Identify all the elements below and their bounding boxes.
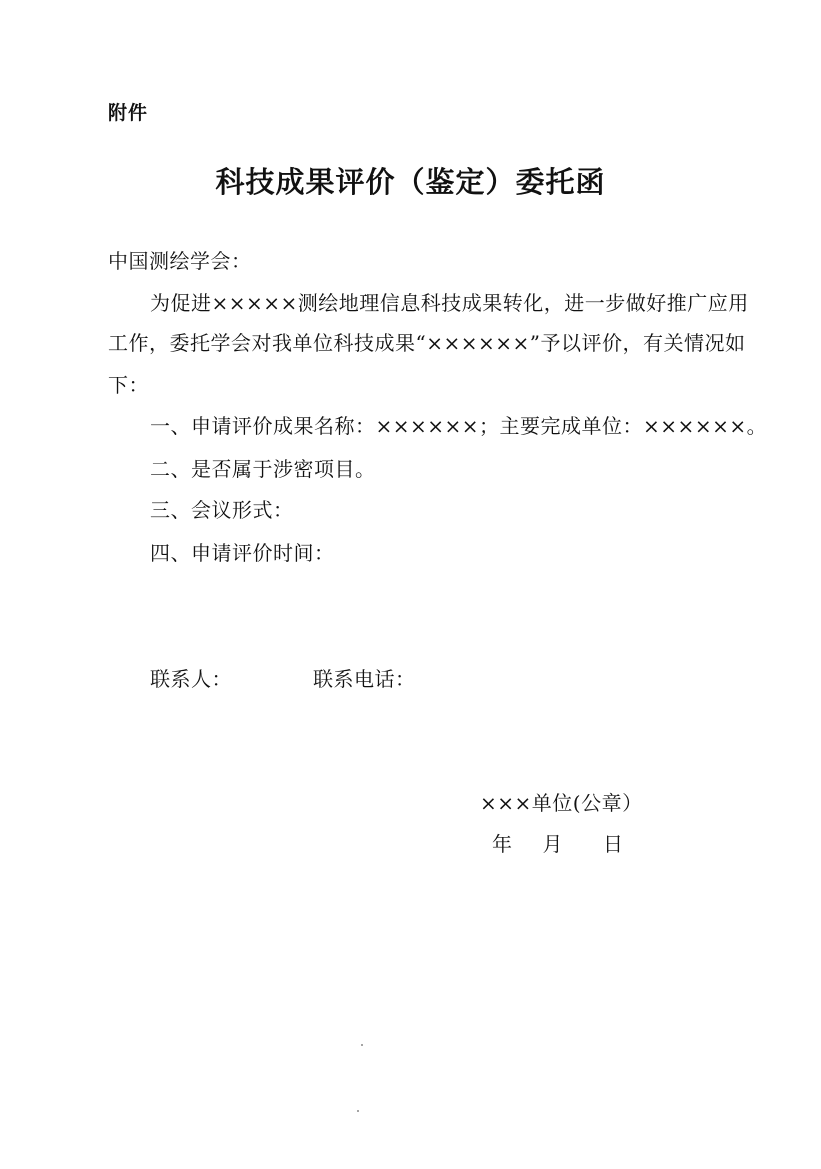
date-month: 月 <box>542 832 563 856</box>
item-result-name: 一、申请评价成果名称：××××××；主要完成单位：××××××。 <box>150 414 768 438</box>
contact-phone-label: 联系电话： <box>313 667 416 691</box>
scan-speck <box>361 1044 363 1046</box>
salutation: 中国测绘学会： <box>108 249 252 273</box>
scan-speck <box>357 1110 359 1112</box>
item-meeting-format: 三、会议形式： <box>150 498 294 522</box>
date-year: 年 <box>492 832 513 856</box>
item-evaluation-time: 四、申请评价时间： <box>150 541 335 565</box>
body-line-3: 下： <box>108 373 149 397</box>
body-line-1: 为促进×××××测绘地理信息科技成果转化，进一步做好推广应用 <box>150 291 749 315</box>
unit-seal-line: ×××单位(公章） <box>480 791 643 815</box>
body-line-2: 工作，委托学会对我单位科技成果“××××××”予以评价，有关情况如 <box>108 331 746 355</box>
item-confidential: 二、是否属于涉密项目。 <box>150 457 376 481</box>
attachment-label: 附件 <box>108 102 149 124</box>
date-line <box>492 828 624 857</box>
document-title: 科技成果评价（鉴定）委托函 <box>215 165 606 199</box>
contact-person-label: 联系人： <box>150 667 232 691</box>
date-day: 日 <box>603 832 624 856</box>
